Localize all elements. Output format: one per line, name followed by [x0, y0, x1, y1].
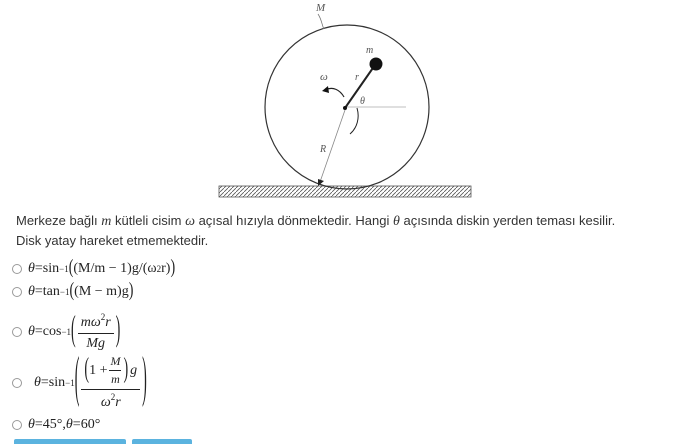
disk-center: [343, 106, 347, 110]
option-1-radio[interactable]: [12, 264, 22, 274]
option-3-label: θ = cos −1 ( $\frac{m\omega^2r}{Mg}$ ): [28, 311, 121, 351]
label-R: R: [320, 144, 327, 155]
label-theta: θ: [360, 96, 365, 107]
option-1[interactable]: [12, 257, 176, 279]
label-m: m: [366, 45, 374, 56]
option-3-radio[interactable]: [12, 327, 22, 337]
question-line-2: Disk yatay hareket etmemektedir.: [16, 233, 209, 248]
label-omega: ω: [320, 71, 328, 83]
option-2-radio[interactable]: [12, 287, 22, 297]
option-3[interactable]: [12, 312, 120, 352]
option-2[interactable]: [12, 280, 134, 302]
option-4-label: θ = sin −1 ( ( 1 + $\frac{M}{m}$ ) g $\omega^2r$ ): [34, 350, 147, 411]
option-5-radio[interactable]: [12, 420, 22, 430]
bottom-button-right[interactable]: [132, 439, 192, 444]
option-5-label: θ = 45° , θ = 60°: [28, 417, 101, 432]
question-text: Merkeze bağlı m kütleli cisim ω açısal hızıyla dönmektedir. Hangi θ açısında diskin yerden teması kesilir. Disk yatay hareket etmemektedir.: [16, 213, 616, 248]
theta-arc: [350, 108, 358, 134]
point-mass-m: [370, 58, 383, 71]
ground-hatch: [219, 186, 471, 197]
physics-diagram: [0, 0, 692, 210]
option-2-label: θ = tan −1 ( (M − m)g ): [28, 280, 134, 302]
omega-arrowhead: [322, 86, 329, 93]
option-5[interactable]: [12, 417, 100, 433]
mass-M-leader: [318, 14, 324, 29]
option-4[interactable]: [12, 350, 147, 411]
option-1-label: θ = sin −1 ( (M/m − 1)g/(ω 2 r) ): [28, 257, 176, 279]
label-r: r: [355, 72, 359, 83]
bottom-button-left[interactable]: [14, 439, 126, 444]
option-4-radio[interactable]: [12, 378, 22, 388]
label-M: M: [316, 2, 326, 14]
